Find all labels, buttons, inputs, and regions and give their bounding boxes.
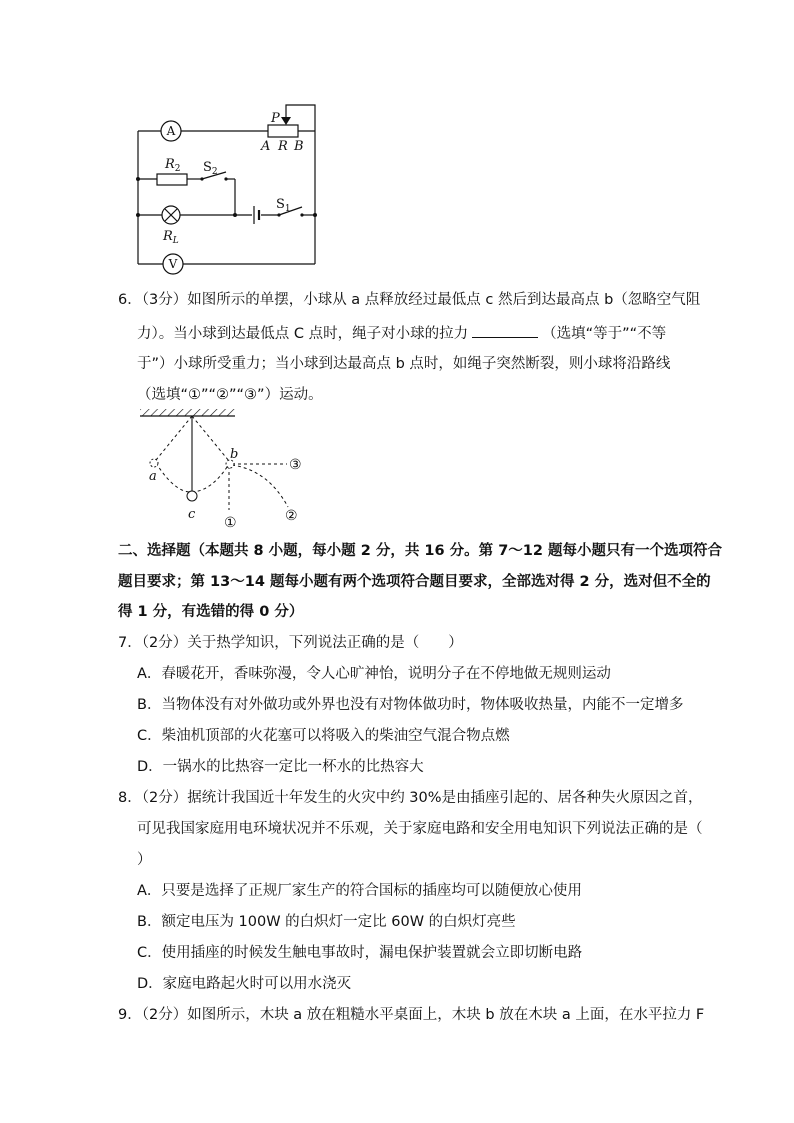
rheostat-b-label: B	[294, 139, 304, 154]
pendulum-point-a: a	[149, 469, 157, 484]
q6-line2-post: （选填“等于”“不等	[542, 326, 667, 342]
q8-option-a[interactable]: A．只要是选择了正规厂家生产的符合国标的插座均可以随便放心使用	[137, 883, 582, 899]
ammeter-label: A	[166, 124, 176, 138]
q8-option-c[interactable]: C．使用插座的时候发生触电事故时，漏电保护装置就会立即切断电路	[137, 945, 583, 961]
lamp-label: $R_L$	[163, 229, 179, 246]
rheostat-r-label: R	[278, 139, 288, 154]
q8-line1: 8．（2分）据统计我国近十年发生的火灾中约 30%是由插座引起的、居各种失火原因之首，	[118, 790, 703, 806]
pendulum-path-2: ②	[285, 508, 298, 524]
q8-line3: ）	[137, 852, 152, 868]
q8-line2: 可见我国家庭用电环境状况并不乐观，关于家庭电路和安全用电知识下列说法正确的是（	[137, 821, 703, 837]
q7-option-a[interactable]: A．春暖花开，香味弥漫，令人心旷神怡，说明分子在不停地做无规则运动	[137, 666, 611, 682]
q6-line1: 6．（3分）如图所示的单摆，小球从 a 点释放经过最低点 c 然后到达最高点 b（忽略空气阻	[118, 292, 701, 308]
q7-stem: 7．（2分）关于热学知识，下列说法正确的是（ ）	[118, 635, 463, 651]
section2-line1: 二、选择题（本题共 8 小题，每小题 2 分，共 16 分。第 7～12 题每小题只有一个选项符合	[118, 543, 723, 559]
q6-line4: （选填“①”“②”“③”）运动。	[137, 387, 323, 403]
pendulum-point-b: b	[230, 447, 239, 462]
q9-line1: 9．（2分）如图所示，木块 a 放在粗糙水平桌面上，木块 b 放在木块 a 上面，在水平拉力 F	[118, 1007, 705, 1023]
resistor2-label: $R_2$	[165, 157, 181, 174]
section2-line3: 得 1 分，有选错的得 0 分）	[118, 604, 304, 620]
q7-option-d[interactable]: D．一锅水的比热容一定比一杯水的比热容大	[137, 759, 424, 775]
q7-option-c[interactable]: C．柴油机顶部的火花塞可以将吸入的柴油空气混合物点燃	[137, 728, 510, 744]
circuit-diagram	[0, 0, 794, 290]
q6-answer-blank[interactable]	[472, 323, 538, 338]
switch1-label: $S_1$	[276, 197, 291, 214]
q8-option-b[interactable]: B．额定电压为 100W 的白炽灯一定比 60W 的白炽灯亮些	[137, 914, 516, 930]
voltmeter-label: V	[168, 257, 178, 271]
switch2-label: $S_2$	[203, 160, 218, 177]
q8-option-d[interactable]: D．家庭电路起火时可以用水浇灭	[137, 976, 352, 992]
q6-line2-pre: 力）。当小球到达最低点 C 点时，绳子对小球的拉力	[137, 326, 469, 342]
pendulum-point-c: c	[188, 507, 196, 522]
slider-label: P	[271, 111, 280, 126]
pendulum-path-1: ①	[224, 515, 237, 531]
q6-line2	[137, 323, 666, 344]
pendulum-path-3: ③	[289, 457, 302, 473]
section2-line2: 题目要求；第 13～14 题每小题有两个选项符合题目要求，全部选对得 2 分，选对但不全的	[118, 574, 711, 590]
q6-line3: 于”）小球所受重力；当小球到达最高点 b 点时，如绳子突然断裂，则小球将沿路线	[137, 356, 671, 372]
pendulum-diagram	[0, 405, 794, 545]
rheostat-a-label: A	[261, 139, 271, 154]
q7-option-b[interactable]: B．当物体没有对外做功或外界也没有对物体做功时，物体吸收热量，内能不一定增多	[137, 697, 684, 713]
